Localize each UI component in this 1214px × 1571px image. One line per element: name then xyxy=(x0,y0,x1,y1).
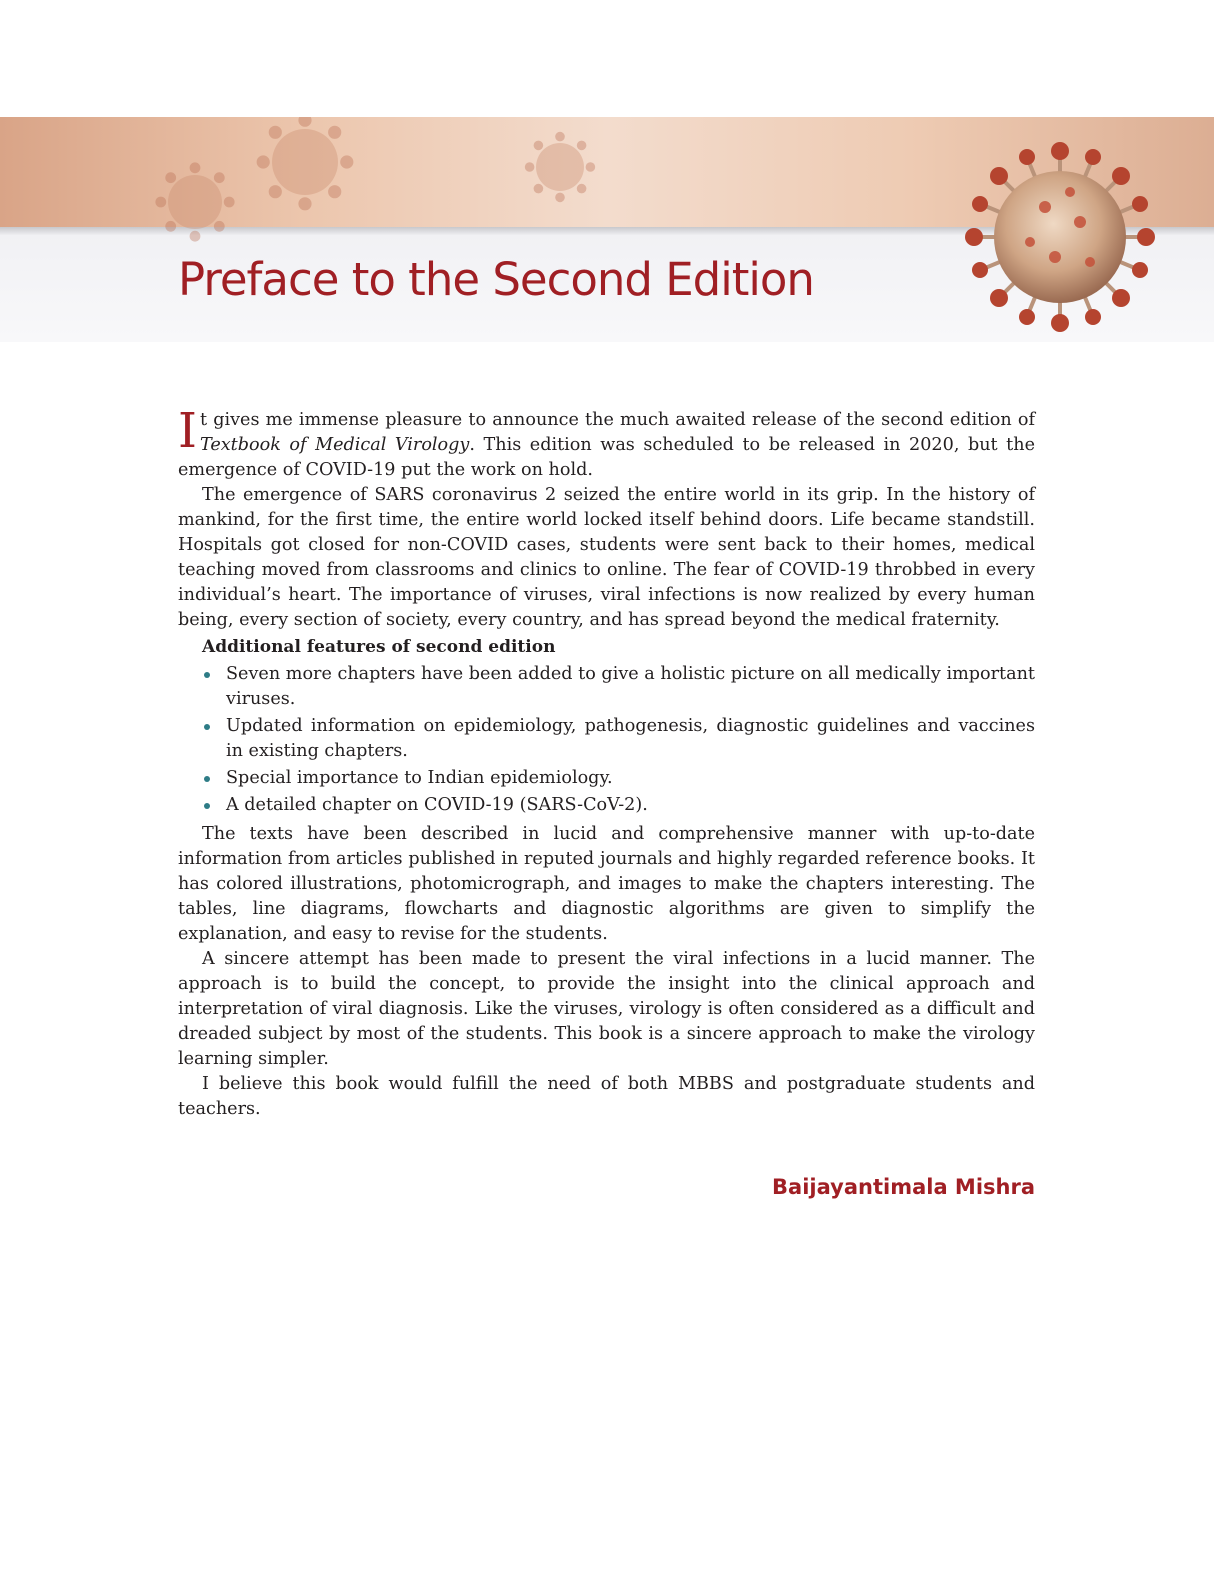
list-item xyxy=(202,714,1035,764)
intro-text-end: . This edition was scheduled to be released in 2020, but the emergence of COVID-19 put the work on hold. xyxy=(178,435,1035,480)
bullet-icon xyxy=(204,803,210,809)
intro-text-start: t gives me immense pleasure to announce the much awaited release of the second edition of xyxy=(199,410,1035,430)
features-heading: Additional features of second edition xyxy=(202,637,556,657)
paragraph: The texts have been described in lucid and comprehensive manner with up-to-date information from articles published in reputed journals and highly regarded reference books. It has colored illustrations, photomicrograph, and images to make the chapters interesting. The tables, line diagrams, flowcharts and diagnostic algorithms are given to simplify the explanation, and easy to revise for the students. xyxy=(178,824,1035,944)
drop-cap: I xyxy=(178,403,197,459)
intro-paragraph xyxy=(178,403,1035,483)
paragraph: The emergence of SARS coronavirus 2 seized the entire world in its grip. In the history of mankind, for the first time, the entire world locked itself behind doors. Life became standstill. Hospitals got closed for non-COVID cases, students were sent back to their homes, medical teaching moved from classrooms and clinics to online. The fear of COVID-19 throbbed in every individual’s heart. The importance of viruses, viral infections is now realized by every human being, every section of society, every country, and has spread beyond the medical fraternity. xyxy=(178,485,1035,630)
paragraph: I believe this book would fulfill the need of both MBBS and postgraduate students and teachers. xyxy=(178,1074,1035,1119)
list-item-text: Updated information on epidemiology, pathogenesis, diagnostic guidelines and vaccines in existing chapters. xyxy=(226,716,1035,761)
list-item xyxy=(202,793,1035,818)
list-item-text: A detailed chapter on COVID-19 (SARS-CoV-2). xyxy=(226,795,648,815)
bullet-icon xyxy=(204,672,210,678)
coronavirus-icon xyxy=(960,137,1160,337)
list-item xyxy=(202,766,1035,791)
bullet-icon xyxy=(204,724,210,730)
paragraph: A sincere attempt has been made to present the viral infections in a lucid manner. The approach is to build the concept, to provide the insight into the clinical approach and interpretation of viral diagnosis. Like the viruses, virology is often considered as a difficult and dreaded subject by most of the students. This book is a sincere approach to make the virology learning simpler. xyxy=(178,949,1035,1069)
bullet-icon xyxy=(204,776,210,782)
list-item-text: Special importance to Indian epidemiology. xyxy=(226,768,613,788)
header-banner xyxy=(0,117,1214,342)
features-list xyxy=(202,662,1035,818)
faded-virus-icon xyxy=(150,157,240,247)
faded-virus-icon xyxy=(250,117,360,217)
faded-virus-icon xyxy=(520,127,600,207)
list-item-text: Seven more chapters have been added to give a holistic picture on all medically important viruses. xyxy=(226,664,1035,709)
page-title: Preface to the Second Edition xyxy=(178,253,814,306)
book-title: Textbook of Medical Virology xyxy=(199,435,470,455)
list-item xyxy=(202,662,1035,712)
preface-body xyxy=(178,403,1035,1122)
author-signature: Baijayantimala Mishra xyxy=(772,1175,1035,1199)
